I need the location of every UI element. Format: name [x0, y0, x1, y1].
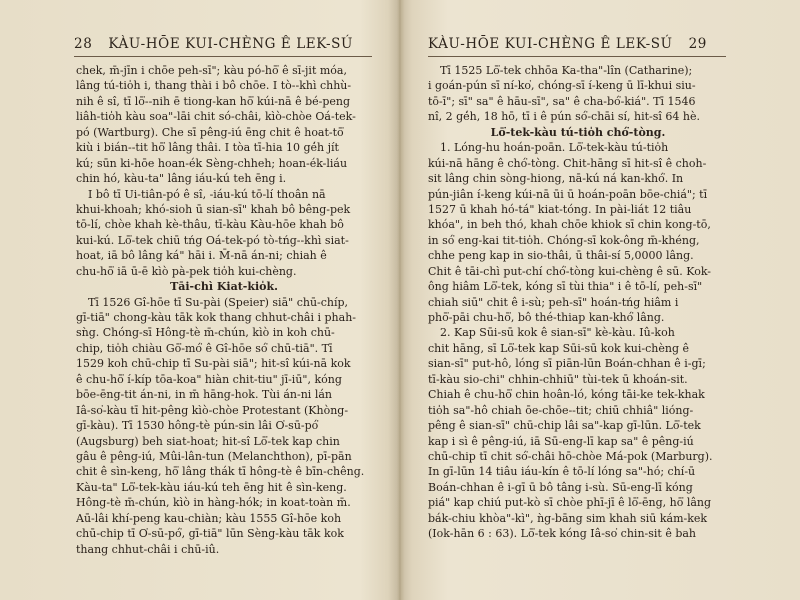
text-line: tī-kàu sio-chi" chhin-chhiū" tùi-tek ū khoán-sit. — [428, 372, 688, 386]
left-page-number: 28 — [74, 36, 93, 52]
text-line: Chiah ê chu-hō͘ chin hoân-ló, kóng tāi-ke tek-khak — [428, 388, 705, 402]
text-line: chū-chip tī chit só͘-châi hō-chòe Má-pok (Marburg). — [428, 449, 713, 463]
text-line: tō-lí, chòe khah kè-thâu, tī-kàu Kàu-hōe khah bô — [76, 218, 344, 232]
text-line: khóa", in beh thó, khah chōe khiok sī chin kong-tō, — [428, 218, 711, 232]
text-line: (Augsburg) beh siat-hoat; hit-sî Lō͘-tek kap chin — [76, 434, 340, 448]
text-line: liâh-tio̍h kàu soa"-lāi chit só-châi, kìò-chòe Oá-tek- — [76, 110, 356, 124]
right-running-title: KÀU-HŌE KUI-CHÈNG Ê LEK-SÚ — [428, 36, 673, 52]
text-line: phō͘-pāi chu-hō͘, bô thé-thiap kan-khó͘ lâng. — [428, 311, 665, 324]
text-line: chin hó, kàu-ta" lâng iáu-kú teh ēng i. — [76, 172, 287, 186]
text-line: chit hāng, sī Lō͘-tek kap Sūi-sū kok kui-chèng ê — [428, 341, 690, 355]
text-line: pêng ê sian-sī" chū-chip lâi sa"-kap gī-lūn. Lō͘-tek — [428, 419, 701, 433]
text-line: thang chhut-châi i chū-iû. — [76, 542, 220, 556]
text-line: Kàu-ta" Lō͘-tek-kàu iáu-kú teh ēng hit ê sìn-keng. — [76, 480, 347, 494]
right-running-head — [428, 36, 707, 52]
text-line: sǹg. Chóng-sī Hông-tè m̄-chún, kìò in koh chū- — [76, 326, 335, 340]
text-line: kap i sì ê pêng-iú, iā Sū-eng-lī kap sa" ê pêng-iú — [428, 434, 694, 448]
text-line: nih ê sî, tī lō͘--nih ē tiong-kan hō͘ kúi-nā ê bé-peng — [76, 94, 351, 108]
text-line: gī-kàu). Tī 1530 hông-tè pún-sin lâi O͘-sū-pó͘ — [76, 419, 319, 433]
text-line: Hông-tè m̄-chún, kìò in hàng-hók; in koat-toàn m̄. — [76, 496, 351, 510]
text-line: pó (Wartburg). Che sī pêng-iú ēng chit ê hoat-tō͘ — [76, 125, 344, 139]
text-line: 1529 koh chū-chip tī Su-pài siā"; hit-sî kúi-nā kok — [76, 357, 351, 371]
right-page-number: 29 — [688, 36, 707, 52]
text-line: ông hiâm Lō͘-tek, kóng sī tùi thia" i ê tō-lí, peh-sī" — [428, 280, 703, 294]
text-line: kui-kú. Lō͘-tek chiū tńg Oá-tek-pó tò-tńg--khì siat- — [76, 233, 349, 247]
text-line: Aū-lâi khí-peng kau-chiàn; kàu 1555 Gî-hōe koh — [76, 511, 342, 525]
text-line: 2. Kap Sūi-sū kok ê sian-sī" kè-kàu. Iû-koh — [440, 326, 675, 340]
text-line: chek, m̄-jīn i chōe peh-sī"; kàu pó-hō͘ ê sī-jit móa, — [76, 64, 347, 77]
text-line: chiah siū" chit ê i-sù; peh-sī" hoán-tńg hiâm i — [428, 295, 679, 309]
text-line: in só͘ eng-kai tit-tio̍h. Chóng-sī kok-ông m̄-khéng, — [428, 233, 700, 247]
text-line: piá" kap chiú put-kò sī chòe phī-jī ê lō͘-ēng, hō͘ lâng — [428, 496, 712, 510]
left-header-rule — [74, 56, 372, 57]
text-line: Boán-chhan ê i-gī ū bô tâng i-sù. Sū-eng-lī kóng — [428, 480, 693, 494]
text-line: lâng tú-tio̍h i, thang thài i bô chōe. I tò--khì chhù- — [76, 79, 352, 93]
text-line: tō-ī"; sī" sa" ê hāu-sī", sa" ê cha-bó͘-kiá". Tī 1546 — [428, 94, 696, 108]
text-line: Tī 1526 Gî-hōe tī Su-pài (Speier) siā" chū-chíp, — [88, 295, 349, 309]
text-line: i goán-pún sī ní-ko͘, chóng-sī í-keng ū lī-khui siu- — [428, 79, 696, 93]
text-line: kúi-nā hāng ê chó͘-tòng. Chit-hāng sī hit-sî ê choh- — [428, 156, 707, 170]
section-heading: Tāi-chì Kiat-kio̍k. — [170, 280, 278, 294]
text-line: chhe peng kap in sio-thâi, ū thâi-sí 5,0000 lâng. — [428, 249, 694, 263]
text-line: 1527 ū khah hó-tá" kiat-tóng. In pài-liát 12 tiâu — [428, 202, 692, 216]
left-body-text — [76, 63, 372, 557]
text-line: nî, 2 gé̍h, 18 hō, tī i ê pún só͘-chāi sí, hit-sî 64 hè. — [428, 110, 701, 124]
text-line: sian-sī" put-hô, lóng sī piān-lūn Boán-chhan ê i-gī; — [428, 357, 706, 371]
text-line: chu-hō͘ iā ū-ē kìò pà-pek tio̍h kui-chèng. — [76, 264, 297, 278]
text-line: gī-tiā" chong-kàu tāk kok thang chhut-châi i phah- — [76, 311, 356, 324]
left-running-head — [74, 36, 353, 52]
text-line: sit lâng chin sòng-hiong, nā-kú ná kan-khó͘. In — [428, 172, 684, 186]
text-line: hoat, iā bô lâng ká" hāi i. M̄-nā án-ni; chiah ê — [76, 249, 327, 263]
text-line: I bô tī Ui-tiân-pó ê sî, -iáu-kú tō-lí thoân nā — [88, 187, 326, 201]
text-line: Chit ê tāi-chì put-chí chó͘-tòng kui-chèng ê sū. Kok- — [428, 264, 712, 278]
left-running-title: KÀU-HŌE KUI-CHÈNG Ê LEK-SÚ — [108, 36, 353, 52]
text-line: bōe-ēng-tit án-ni, in m̄ hāng-hok. Tùi án-ni lán — [76, 388, 332, 402]
text-line: chit ê sìn-keng, hō͘ lâng thák tī hông-tè ê bīn-chêng. — [76, 465, 365, 479]
right-header-rule — [428, 56, 726, 57]
right-body-text — [428, 63, 728, 542]
text-line: tio̍h sa"-hô chiah ōe-chōe--tit; chiū chhiâ" lióng- — [428, 403, 694, 417]
text-line: pún-jiân í-keng kúi-nā ūi ū hoán-poān bōe-chiá"; tī — [428, 187, 708, 201]
right-page — [400, 0, 800, 600]
text-line: chip, tio̍h chiàu Gō͘-mó͘ ê Gî-hōe só͘ chū-tiā". Tī — [76, 341, 333, 355]
text-line: kiù i bián--tit hō͘ lâng thâi. I tòa tī-hia 10 gé̍h jít — [76, 141, 339, 155]
text-line: kú; sūn ki-hōe hoan-ék Sèng-chheh; hoan-ék-liáu — [76, 156, 348, 170]
text-line: ê chu-hō͘ í-kíp tōa-koa" hiàn chit-tiu" jī-iū", kóng — [76, 372, 342, 386]
text-line: bák-chiu khòa"-kì", ǹg-bāng sim khah siū kám-kek — [428, 511, 708, 525]
text-line: 1. Lóng-hu hoán-poān. Lō͘-tek-kàu tú-tio̍h — [440, 141, 669, 155]
text-line: khui-khoah; khó-sioh ū sian-sī" khah bô bêng-pek — [76, 202, 351, 216]
text-line: chū-chip tī O͘-sū-pó͘, gī-tiā" lūn Sèng-kàu tāk kok — [76, 527, 344, 541]
section-heading: Lō͘-tek-kàu tú-tio̍h chó͘-tòng. — [490, 125, 666, 139]
text-line: Tī 1525 Lō͘-tek chhōa Ka-tha"-lîn (Catharine); — [440, 64, 693, 77]
text-line: gâu ê pêng-iú, Mûi-lân-tun (Melanchthon), pī-pān — [76, 449, 352, 463]
text-line: In gī-lūn 14 tiâu iáu-kín ê tō-lí lóng sa"-hó; chí-ū — [428, 465, 696, 479]
text-line: (Iok-hān 6 : 63). Lō͘-tek kóng Iâ-so͘ chin-sit ê bah — [428, 527, 697, 541]
text-line: Iâ-so͘-kàu tī hit-pêng kìò-chòe Protestant (Khòng- — [76, 403, 349, 417]
